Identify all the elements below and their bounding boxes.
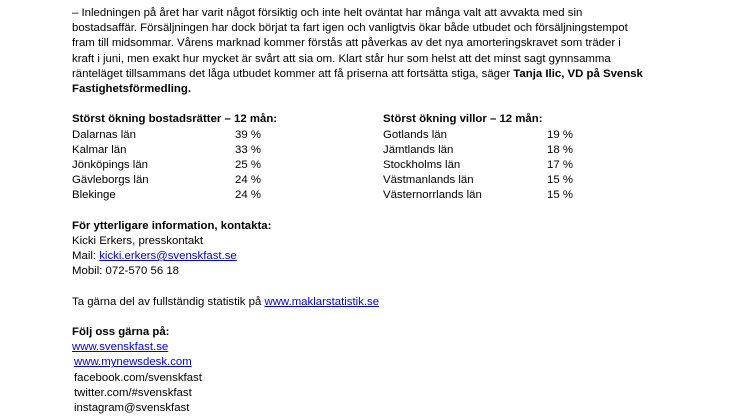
intro-line	[72, 67, 672, 82]
contact-heading: För ytterligare information, kontakta:	[72, 219, 272, 232]
table-row	[72, 173, 277, 188]
website-link[interactable]: www.svenskfast.se	[72, 341, 169, 354]
mail-link[interactable]: kicki.erkers@svenskfast.se	[99, 250, 237, 263]
apartments-heading: Störst ökning bostadsrätter – 12 mån:	[72, 113, 278, 126]
intro-line: bostadsaffär. Försäljningen har dock börjat ta fart igen och vanligtvis ökar både utbudet och försäljningstempot	[72, 22, 628, 35]
table-row	[72, 143, 277, 158]
region-value: 25 %	[235, 158, 261, 171]
region-value: 15 %	[547, 189, 573, 202]
statistics-tables	[72, 112, 672, 203]
contact-name: Kicki Erkers, presskontakt	[72, 234, 204, 247]
contact-mobile: Mobil: 072-570 56 18	[72, 265, 180, 278]
region-name: Dalarnas län	[72, 128, 136, 141]
intro-line: kraft i juni, men exakt hur mycket är svårt att sia om. Klart står hur som helst att det minst sagt gynnsamma	[72, 52, 611, 65]
facebook-handle: facebook.com/svenskfast	[74, 371, 202, 384]
quote-attribution-cont: Fastighetsförmedling.	[72, 82, 191, 95]
region-value: 33 %	[235, 143, 261, 156]
table-row	[383, 143, 573, 158]
intro-paragraph	[72, 6, 672, 97]
statistics-row	[72, 295, 672, 310]
region-name: Västernorrlands län	[383, 189, 482, 202]
region-name: Gotlands län	[383, 128, 447, 141]
region-name: Gävleborgs län	[72, 174, 149, 187]
region-value: 19 %	[547, 128, 573, 141]
table-row	[383, 173, 573, 188]
region-name: Kalmar län	[72, 143, 127, 156]
newsdesk-link[interactable]: www.mynewsdesk.com	[74, 356, 192, 369]
villas-table	[383, 112, 573, 203]
region-name: Västmanlands län	[383, 174, 474, 187]
twitter-handle: twitter.com/#svenskfast	[74, 386, 192, 399]
region-name: Blekinge	[72, 189, 116, 202]
region-value: 15 %	[547, 174, 573, 187]
region-name: Stockholms län	[383, 158, 461, 171]
follow-heading: Följ oss gärna på:	[72, 326, 170, 338]
region-value: 39 %	[235, 128, 261, 141]
quote-attribution: Tanja Ilic, VD på Svensk	[513, 67, 643, 80]
apartments-table	[72, 112, 277, 203]
press-release-body	[72, 6, 672, 416]
statistics-link[interactable]: www.maklarstatistik.se	[264, 295, 380, 308]
intro-line: – Inledningen på året har varit något försiktig och inte helt oväntat har många valt att avvakta med sin	[72, 7, 583, 19]
intro-line: fram till midsommar. Vårens marknad kommer förstås att påverkas av det nya amorteringskravet som träder i	[72, 37, 621, 50]
contact-mail-row	[72, 249, 672, 264]
instagram-handle: instagram@svenskfast	[74, 401, 190, 414]
region-value: 24 %	[235, 174, 261, 187]
table-row	[383, 158, 573, 173]
table-row	[383, 128, 573, 143]
statistics-text: Ta gärna del av fullständig statistik på	[72, 295, 265, 308]
region-name: Jönköpings län	[72, 158, 148, 171]
table-row	[72, 188, 277, 203]
region-value: 17 %	[547, 158, 573, 171]
villas-heading: Störst ökning villor – 12 mån:	[383, 113, 543, 126]
region-value: 18 %	[547, 143, 573, 156]
mail-label: Mail:	[72, 250, 100, 263]
intro-text: ränteläget tillsammans det låga utbudet kommer att få priserna att fortsätta stiga, säger	[72, 67, 514, 80]
table-row	[72, 128, 277, 143]
region-value: 24 %	[235, 189, 261, 202]
contact-section	[72, 219, 672, 280]
follow-section	[72, 325, 672, 416]
table-row	[72, 158, 277, 173]
region-name: Jämtlands län	[383, 143, 454, 156]
table-row	[383, 188, 573, 203]
